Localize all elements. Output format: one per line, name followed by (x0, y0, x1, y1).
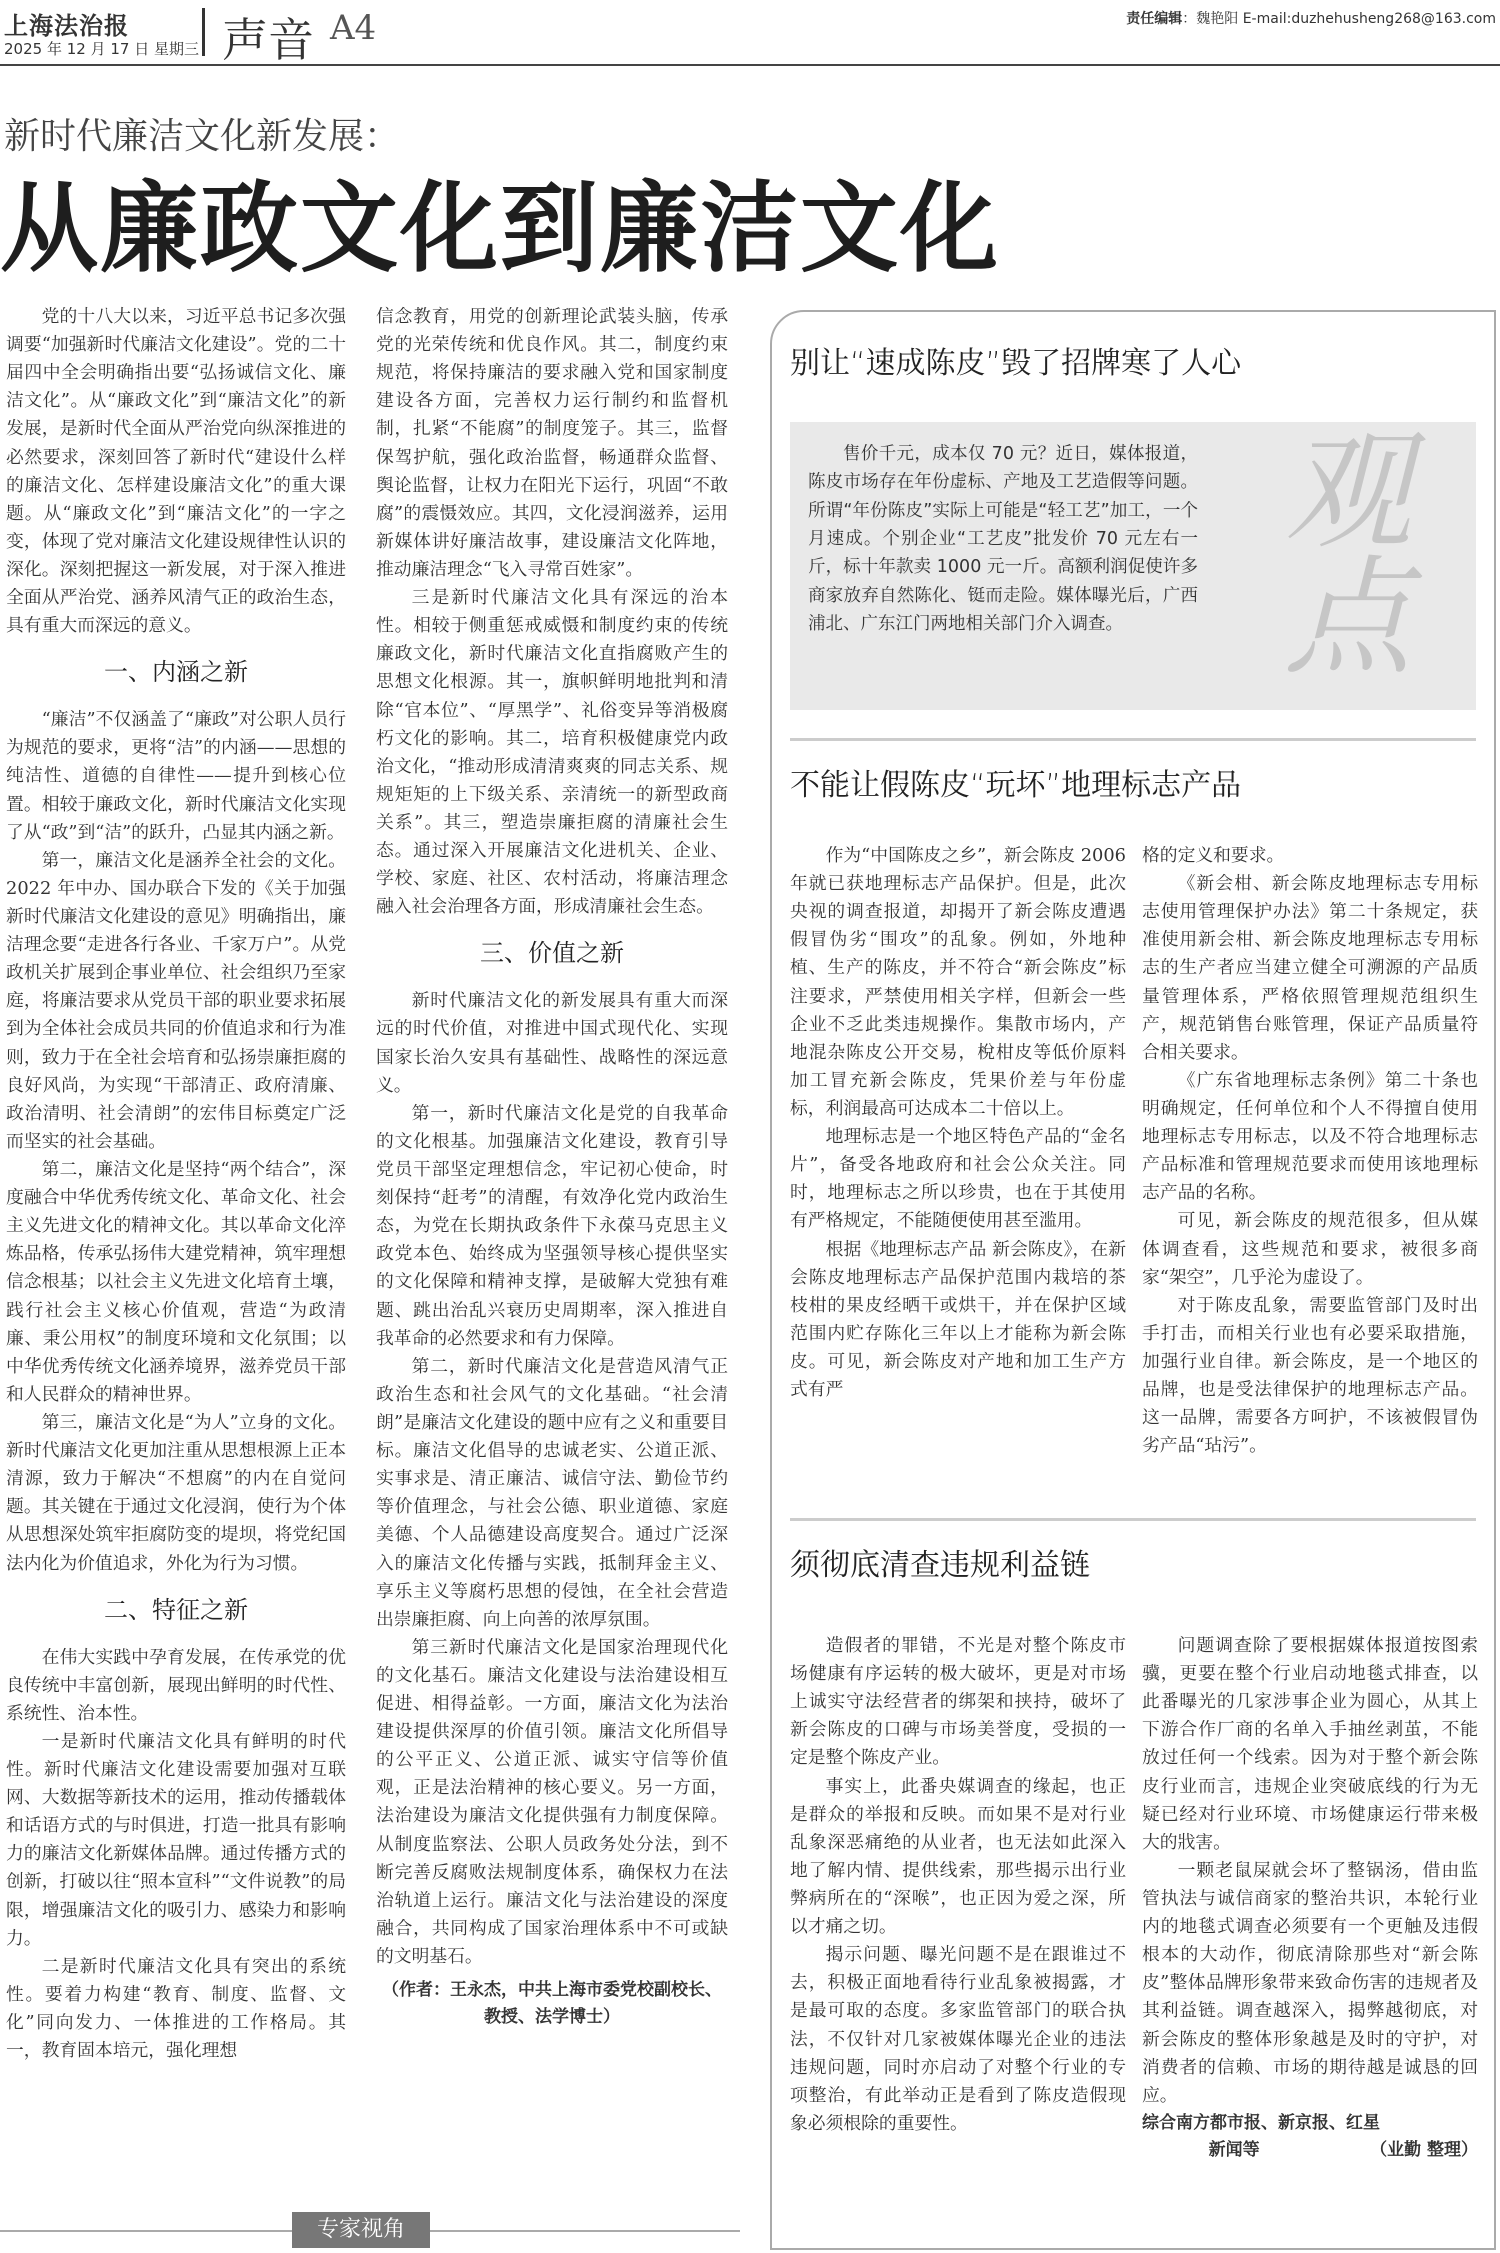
section-heading: 一、内涵之新 (104, 658, 248, 687)
opinion-3-column-2 (1142, 1632, 1478, 2164)
editor-email[interactable]: E-mail:duzhehusheng268@163.com (1242, 11, 1496, 27)
article-paragraph: 第二，廉洁文化是坚持“两个结合”，深度融合中华优秀传统文化、革命文化、社会主义先进文化的精神文化。其以革命文化淬炼品格，传承弘扬伟大建党精神，筑牢理想信念根基；以社会主义先进文化培育土壤，践行社会主义核心价值观，营造“为政清廉、秉公用权”的制度环境和文化氛围；以中华优秀传统文化涵养境界，滋养党员干部和人民群众的精神世界。 (6, 1158, 346, 1405)
opinion-2-column-2 (1142, 842, 1478, 1460)
paper-name: 上海法治报 (4, 11, 129, 40)
tag-rule-left (0, 2230, 292, 2232)
opinion-paragraph: 揭示问题、曝光问题不是在跟谁过不去，积极正面地看待行业乱象被揭露，才是最可取的态度。多家监管部门的联合执法，不仅针对几家被媒体曝光企业的违法违规问题，同时亦启动了对整个行业的专项整治，有此举动正是看到了陈皮造假现象必须根除的重要性。 (790, 1944, 1126, 2134)
article-paragraph: 信念教育，用党的创新理论武装头脑，传承党的光荣传统和优良作风。其二，制度约束规范，将保持廉洁的要求融入党和国家制度建设各方面，完善权力运行制约和监督机制，扎紧“不能腐”的制度笼子。其三，监督保驾护航，强化政治监督，畅通群众监督、舆论监督，让权力在阳光下运行，巩固“不敢腐”的震慑效应。其四，文化浸润滋养，运用新媒体讲好廉洁故事，建设廉洁文化阵地，推动廉洁理念“飞入寻常百姓家”。 (376, 306, 728, 580)
opinion-paragraph: 事实上，此番央媒调查的缘起，也正是群众的举报和反映。而如果不是对行业乱象深恶痛绝的从业者，也无法如此深入地了解内情、提供线索，那些揭示出行业弊病所在的“深喉”，也正因为爱之深，所以才痛之切。 (790, 1775, 1126, 1938)
news-summary: 售价千元，成本仅 70 元？近日，媒体报道，陈皮市场存在年份虚标、产地及工艺造假等问题。所谓“年份陈皮”实际上可能是“轻工艺”加工，一个月速成。个别企业“工艺皮”批发价 70 元左右一斤，标十年款卖 1000 元一斤。高额利润促使许多商家放弃自然陈化、铤而走险。媒体曝光后，广西浦北、广东江门两地相关部门介入调查。 (808, 444, 1198, 635)
issue-date: 2025 年 12 月 17 日 星期三 (4, 40, 199, 58)
opinion-paragraph: 地理标志是一个地区特色产品的“金名片”，备受各地政府和社会公众关注。同时，地理标志之所以珍贵，也在于其使用有严格规定，不能随便使用甚至滥用。 (790, 1126, 1126, 1232)
tag-rule-right (430, 2230, 740, 2232)
opinion-paragraph: 《广东省地理标志条例》第二十条也明确规定，任何单位和个人不得擅自使用地理标志专用标志，以及不符合地理标志产品标准和管理规范要求而使用该地理标志产品的名称。 (1142, 1069, 1478, 1204)
editor-line: 责任编辑：魏艳阳 E-mail:duzhehusheng268@163.com (1126, 11, 1496, 27)
article-headline: 从廉政文化到廉洁文化 (0, 171, 1001, 286)
credit-line-1: 综合南方都市报、新京报、红星 (1142, 2112, 1380, 2133)
panel-divider (790, 1518, 1476, 1521)
opinion-title-1: 别让“速成陈皮”毁了招牌寒了人心 (790, 346, 1242, 381)
compile-credit (1142, 2110, 1478, 2164)
watermark-char: 观 (1283, 418, 1412, 567)
section-heading: 二、特征之新 (104, 1595, 248, 1624)
article-column-2 (376, 303, 728, 2031)
article-paragraph: 第一，新时代廉洁文化是党的自我革命的文化根基。加强廉洁文化建设，教育引导党员干部坚定理想信念，牢记初心使命，时刻保持“赶考”的清醒，有效净化党内政治生态，为党在长期执政条件下永葆马克思主义政党本色、始终成为坚强领导核心提供坚实的文化保障和精神支撑，是破解大党独有难题、跳出治乱兴衰历史周期率，深入推进自我革命的必然要求和有力保障。 (376, 1102, 728, 1349)
opinion-title-3: 须彻底清查违规利益链 (790, 1548, 1090, 1583)
column-tag: 专家视角 (292, 2212, 430, 2248)
guandian-watermark (1228, 418, 1468, 702)
editor-label: 责任编辑 (1126, 11, 1183, 27)
opinion-paragraph: 作为“中国陈皮之乡”，新会陈皮 2006 年就已获地理标志产品保护。但是，此次央视的调查报道，却揭开了新会陈皮遭遇假冒伪劣“围攻”的乱象。例如，外地种植、生产的陈皮，并不符合“新会陈皮”标注要求，严禁使用相关字样，但新会一些企业不乏此类违规操作。集散市场内，产地混杂陈皮公开交易，梲柑皮等低价原料加工冒充新会陈皮，凭果价差与年份虚标，利润最高可达成本二十倍以上。 (790, 845, 1126, 1119)
article-paragraph: 三是新时代廉洁文化具有深远的治本性。相较于侧重惩戒威慑和制度约束的传统廉政文化，新时代廉洁文化直指腐败产生的思想文化根源。其一，旗帜鲜明地批判和清除“官本位”、“厚黑学”、礼俗变异等消极腐朽文化的影响。其二，培育积极健康党内政治文化，“推动形成清清爽爽的同志关系、规规矩矩的上下级关系、亲清统一的新型政商关系”。其三，塑造崇廉拒腐的清廉社会生态。通过深入开展廉洁文化进机关、企业、学校、家庭、社区、农村活动，将廉洁理念融入社会治理各方面，形成清廉社会生态。 (376, 587, 728, 918)
page-number: A4 (330, 8, 377, 48)
article-paragraph: 第三新时代廉洁文化是国家治理现代化的文化基石。廉洁文化建设与法治建设相互促进、相得益彰。一方面，廉洁文化为法治建设提供深厚的价值引领。廉洁文化所倡导的公平正义、公道正派、诚实守信等价值观，正是法治精神的核心要义。另一方面，法治建设为廉洁文化提供强有力制度保障。从制度监察法、公职人员政务处分法，到不断完善反腐败法规制度体系，确保权力在法治轨道上运行。廉洁文化与法治建设的深度融合，共同构成了国家治理体系中不可或缺的文明基石。 (376, 1636, 728, 1968)
news-summary-box (790, 418, 1476, 710)
opinion-paragraph: 格的定义和要求。 (1142, 845, 1285, 866)
article-paragraph: 新时代廉洁文化的新发展具有重大而深远的时代价值，对推进中国式现代化、实现国家长治久安具有基础性、战略性的深远意义。 (376, 990, 728, 1096)
watermark-char: 点 (1283, 544, 1412, 693)
opinion-paragraph: 一颗老鼠屎就会坏了整锅汤，借由监管执法与诚信商家的整治共识，本轮行业内的地毯式调查必须要有一个更触及违假根本的大动作，彻底清除那些对“新会陈皮”整体品牌形象带来致命伤害的违规者及其利益链。调查越深入，揭弊越彻底，对新会陈皮的整体形象越是及时的守护，对消费者的信赖、市场的期待越是诚恳的回应。 (1142, 1859, 1478, 2106)
article-paragraph: “廉洁”不仅涵盖了“廉政”对公职人员行为规范的要求，更将“洁”的内涵——思想的纯洁性、道德的自律性——提升到核心位置。相较于廉政文化，新时代廉洁文化实现了从“政”到“洁”的跃升，凸显其内涵之新。 (6, 709, 346, 843)
opinion-2-column-1 (790, 842, 1126, 1404)
panel-divider (790, 738, 1476, 741)
article-paragraph: 第三，廉洁文化是“为人”立身的文化。新时代廉洁文化更加注重从思想根源上正本清源，致力于解决“不想腐”的内在自觉问题。其关键在于通过文化浸润，使行为个体从思想深处筑牢拒腐防变的堤坝，将党纪国法内化为价值追求，外化为行为习惯。 (6, 1411, 346, 1574)
editor-name: 魏艳阳 (1196, 11, 1239, 27)
masthead (0, 0, 1500, 66)
section-heading: 三、价值之新 (480, 939, 624, 968)
article-column-1 (6, 303, 346, 2065)
credit-line-2: 新闻等 （业勤 整理） (1208, 2139, 1478, 2160)
column-tag-bar (0, 2210, 740, 2250)
opinion-panel (770, 310, 1496, 2250)
author-byline: （作者：王永杰，中共上海市委党校副校长、教授、法学博士） (382, 1980, 722, 2027)
article-paragraph: 第二，新时代廉洁文化是营造风清气正政治生态和社会风气的文化基础。“社会清朗”是廉洁文化建设的题中应有之义和重要目标。廉洁文化倡导的忠诚老实、公道正派、实事求是、清正廉洁、诚信守法、勤俭节约等价值理念，与社会公德、职业道德、家庭美德、个人品德建设高度契合。通过广泛深入的廉洁文化传播与实践，抵制拜金主义、享乐主义等腐朽思想的侵蚀，在全社会营造出崇廉拒腐、向上向善的浓厚氛围。 (376, 1355, 728, 1630)
article-paragraph: 第一，廉洁文化是涵养全社会的文化。2022 年中办、国办联合下发的《关于加强新时代廉洁文化建设的意见》明确指出，廉洁理念要“走进各行各业、千家万户”。从党政机关扩展到企事业单位、社会组织乃至家庭，将廉洁要求从党员干部的职业要求拓展到为全体社会成员共同的价值追求和行为准则，致力于在全社会培育和弘扬崇廉拒腐的良好风尚，为实现“干部清正、政府清廉、政治清明、社会清朗”的宏伟目标奠定广泛而坚实的社会基础。 (6, 849, 346, 1152)
opinion-paragraph: 《新会柑、新会陈皮地理标志专用标志使用管理保护办法》第二十条规定，获准使用新会柑、新会陈皮地理标志专用标志的生产者应当建立健全可溯源的产品质量管理体系，严格依照管理规范组织生产，规范销售台账管理，保证产品质量符合相关要求。 (1142, 873, 1478, 1063)
opinion-paragraph: 问题调查除了要根据媒体报道按图索骥，更要在整个行业启动地毯式排查，以此番曝光的几家涉事企业为圆心，从其上下游合作厂商的名单入手抽丝剥茧，不能放过任何一个线索。因为对于整个新会陈皮行业而言，违规企业突破底线的行为无疑已经对行业环境、市场健康运行带来极大的戕害。 (1142, 1635, 1478, 1853)
opinion-paragraph: 对于陈皮乱象，需要监管部门及时出手打击，而相关行业也有必要采取措施，加强行业自律。新会陈皮，是一个地区的品牌，也是受法律保护的地理标志产品。这一品牌，需要各方呵护，不该被假冒伪劣产品“玷污”。 (1142, 1294, 1478, 1457)
opinion-paragraph: 造假者的罪错，不光是对整个陈皮市场健康有序运转的极大破坏，更是对市场上诚实守法经营者的绑架和挟持，破坏了新会陈皮的口碑与市场美誉度，受损的一定是整个陈皮产业。 (790, 1635, 1126, 1769)
article-paragraph: 一是新时代廉洁文化具有鲜明的时代性。新时代廉洁文化建设需要加强对互联网、大数据等新技术的运用，推动传播载体和话语方式的与时俱进，打造一批具有影响力的廉洁文化新媒体品牌。通过传播方式的创新，打破以往“照本宣科”“文件说教”的局限，增强廉洁文化的吸引力、感染力和影响力。 (6, 1730, 346, 1949)
article-paragraph: 二是新时代廉洁文化具有突出的系统性。要着力构建“教育、制度、监督、文化”同向发力、一体推进的工作格局。其一，教育固本培元，强化理想 (6, 1955, 346, 2062)
opinion-paragraph: 根据《地理标志产品 新会陈皮》，在新会陈皮地理标志产品保护范围内栽培的茶枝柑的果皮经晒干或烘干，并在保护区域范围内贮存陈化三年以上才能称为新会陈皮。可见，新会陈皮对产地和加工生产方式有严 (790, 1238, 1126, 1401)
header-divider (202, 8, 205, 56)
article-kicker: 新时代廉洁文化新发展： (4, 116, 401, 157)
opinion-3-column-1 (790, 1632, 1126, 2138)
opinion-title-2: 不能让假陈皮“玩坏”地理标志产品 (790, 768, 1242, 803)
opinion-paragraph: 可见，新会陈皮的规范很多，但从媒体调查看，这些规范和要求，被很多商家“架空”，几乎沦为虚设了。 (1142, 1210, 1478, 1288)
article-paragraph: 党的十八大以来，习近平总书记多次强调要“加强新时代廉洁文化建设”。党的二十届四中全会明确指出要“弘扬诚信文化、廉洁文化”。从“廉政文化”到“廉洁文化”的新发展，是新时代全面从严治党向纵深推进的必然要求，深刻回答了新时代“建设什么样的廉洁文化、怎样建设廉洁文化”的重大课题。从“廉政文化”到“廉洁文化”的一字之变，体现了党对廉洁文化建设规律性认识的深化。深刻把握这一新发展，对于深入推进全面从严治党、涵养风清气正的政治生态，具有重大而深远的意义。 (6, 306, 346, 637)
section-name: 声音 (222, 13, 314, 67)
article-paragraph: 在伟大实践中孕育发展，在传承党的优良传统中丰富创新，展现出鲜明的时代性、系统性、治本性。 (6, 1646, 346, 1724)
